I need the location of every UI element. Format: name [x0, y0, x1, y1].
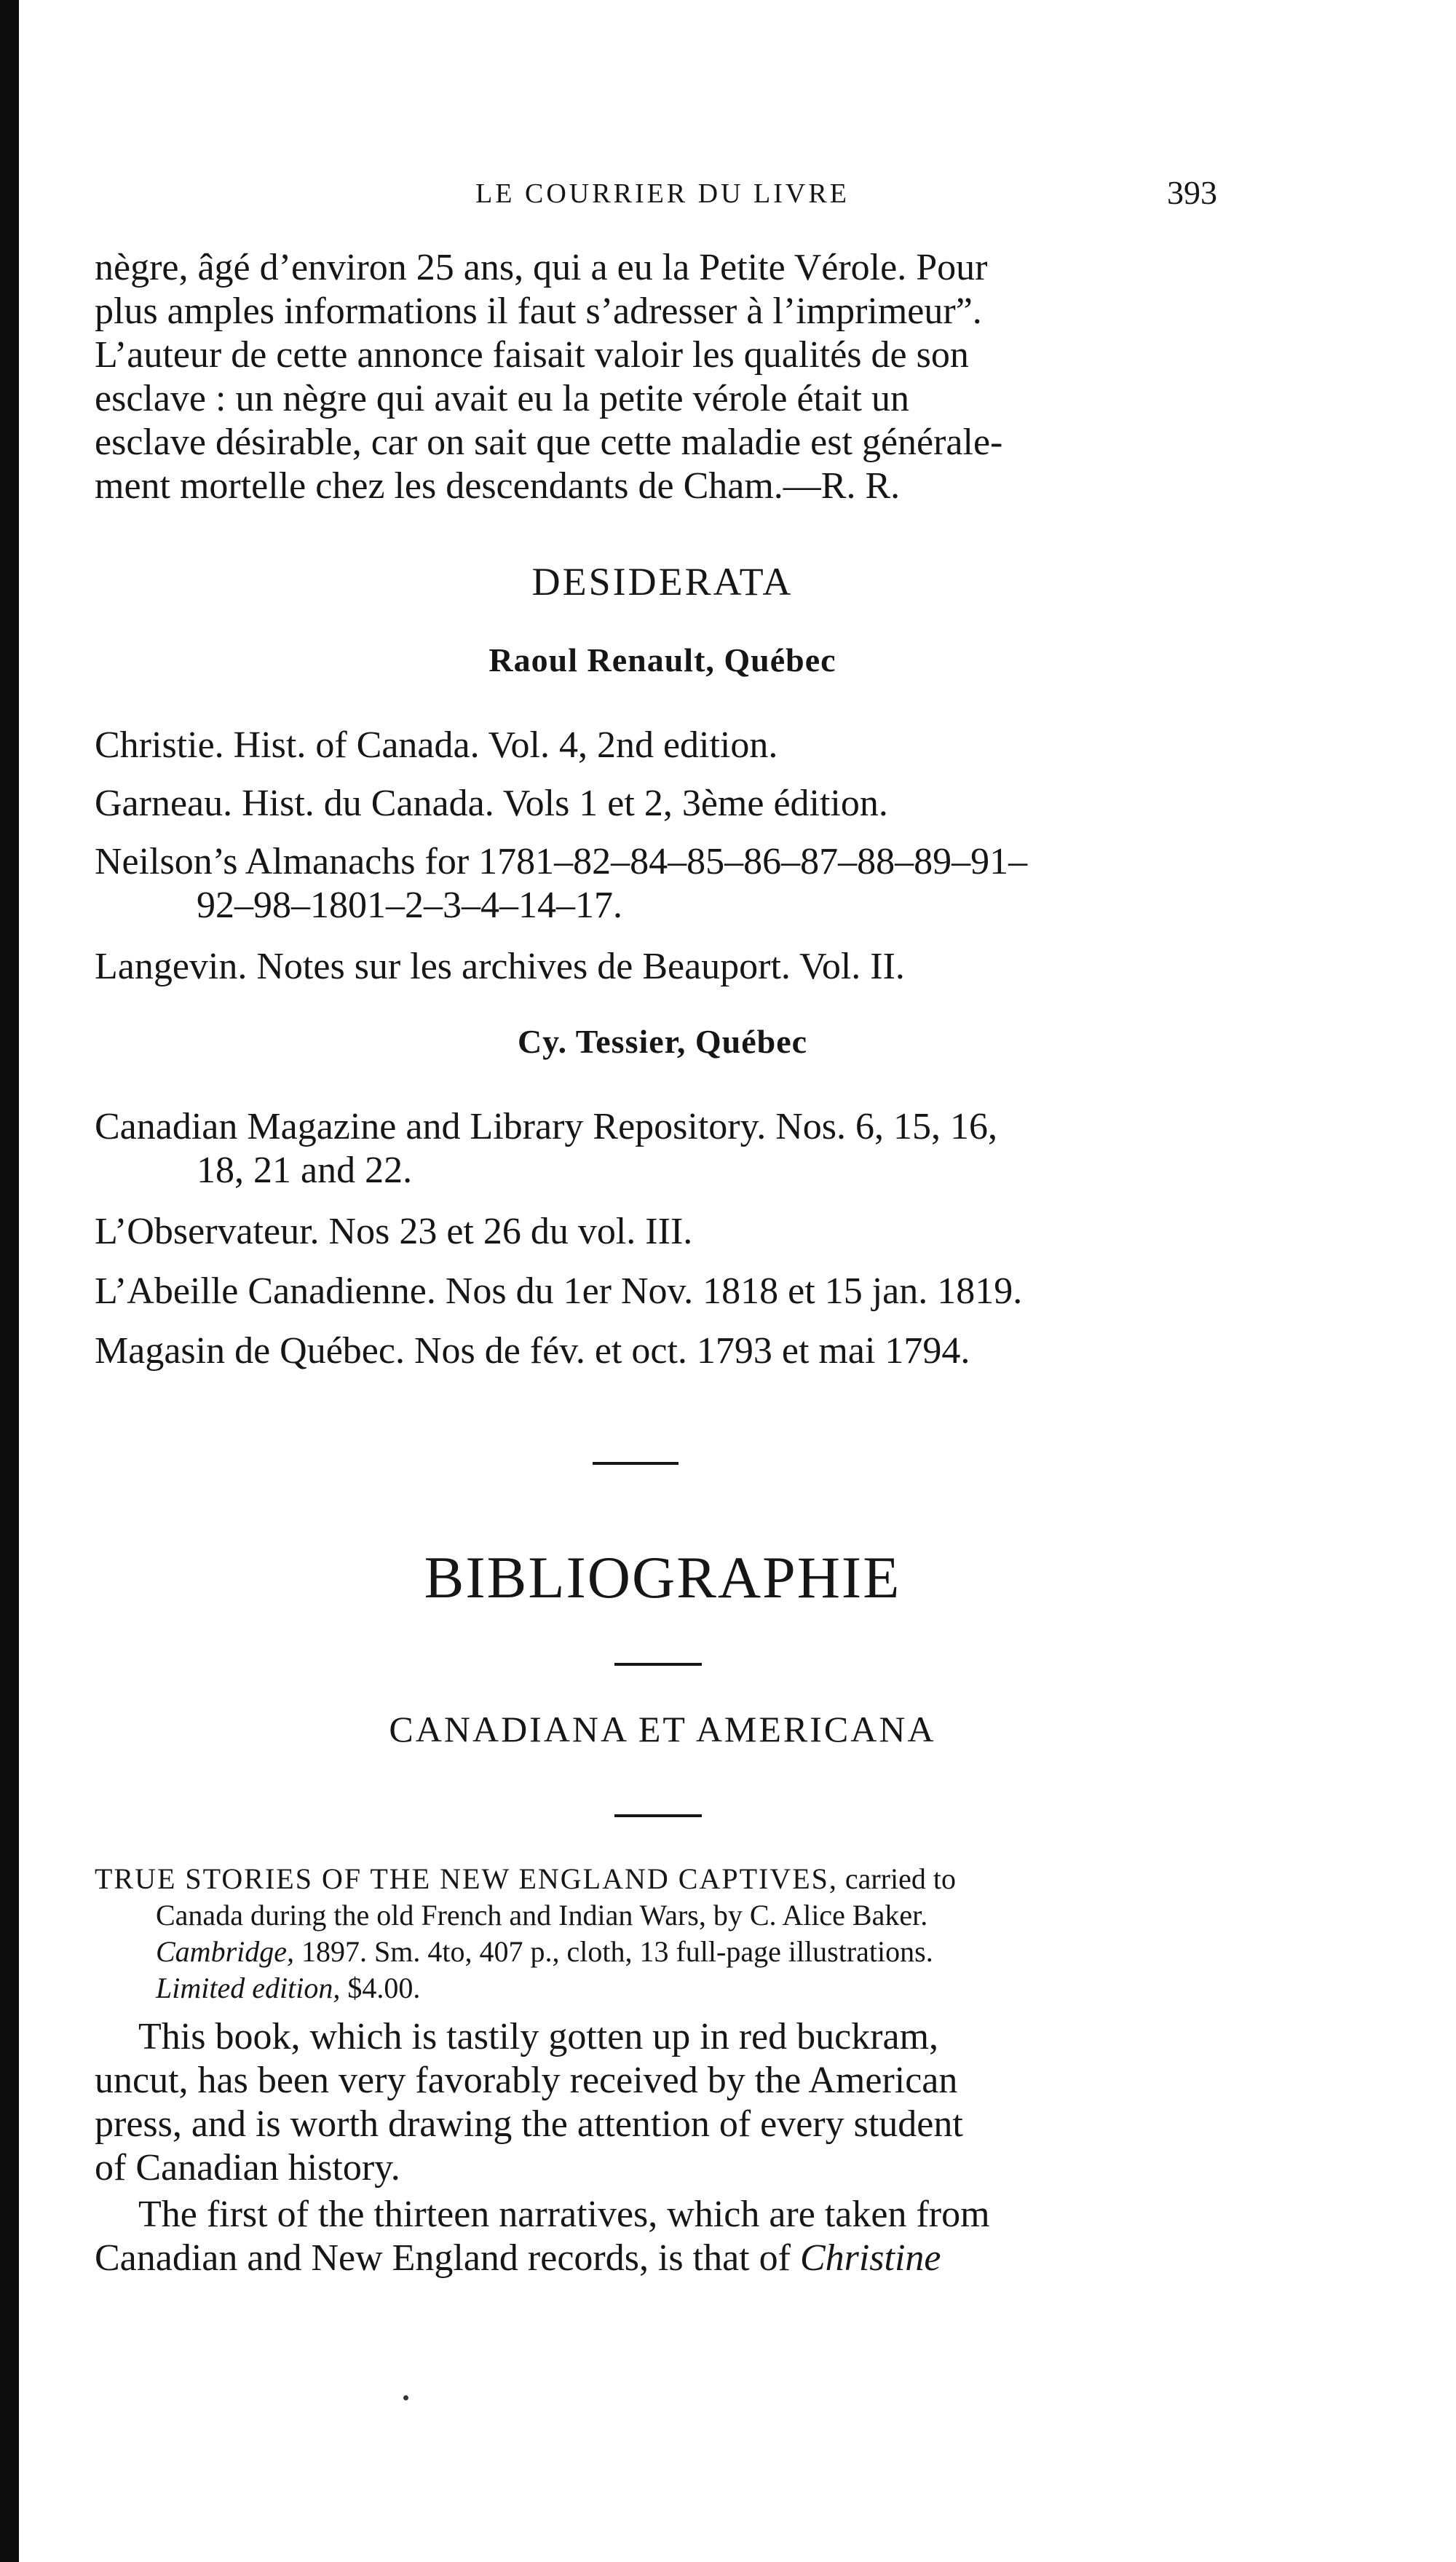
desiderata-entry — [95, 1210, 1230, 1254]
italic-name: Christine — [799, 2237, 941, 2279]
book-title: TRUE STORIES OF THE NEW ENGLAND CAPTIVES, — [95, 1862, 838, 1895]
bibliographie-subtitle: CANADIANA ET AMERICANA — [389, 1709, 936, 1749]
text-line: This book, which is tastily gotten up in red buckram, — [138, 2016, 939, 2057]
text-line: ment mortelle chez les descendants de Cham.—R. R. — [95, 465, 901, 507]
subtitle-rule — [614, 1814, 702, 1817]
desiderata-entry — [95, 1270, 1230, 1313]
title-rule — [614, 1663, 702, 1666]
text-line: plus amples informations il faut s’adresser à l’imprimeur”. — [95, 290, 982, 332]
bibliographie-title: BIBLIOGRAPHIE — [424, 1544, 901, 1610]
book-spine-shadow — [0, 0, 19, 2562]
text-line: of Canadian history. — [95, 2147, 400, 2189]
desiderata-entry — [95, 840, 1230, 928]
entry-line: Canadian Magazine and Library Repository. Nos. 6, 15, 16, — [95, 1106, 998, 1147]
text-line: L’auteur de cette annonce faisait valoir les qualités de son — [95, 334, 969, 376]
entry-line: Garneau. Hist. du Canada. Vols 1 et 2, 3ème édition. — [95, 783, 888, 824]
book-page — [95, 0, 1230, 2562]
page-number: 393 — [1167, 174, 1217, 211]
citation-line — [95, 1970, 1230, 2006]
text-line: nègre, âgé d’environ 25 ans, qui a eu la Petite Vérole. Pour — [95, 247, 988, 288]
text-line: The first of the thirteen narratives, which are taken from — [138, 2194, 990, 2235]
section-divider — [593, 1462, 678, 1465]
entry-line: Christie. Hist. of Canada. Vol. 4, 2nd edition. — [95, 724, 778, 766]
entry-line: Magasin de Québec. Nos de fév. et oct. 1793 et mai 1794. — [95, 1330, 970, 1372]
text-line — [95, 2237, 1230, 2280]
text-line: uncut, has been very favorably received by the American — [95, 2060, 958, 2101]
review-paragraph — [95, 2015, 1230, 2190]
entry-line: L’Abeille Canadienne. Nos du 1er Nov. 1818 et 15 jan. 1819. — [95, 1270, 1023, 1312]
citation-text: 1897. Sm. 4to, 407 p., cloth, 13 full-page illustrations. — [294, 1935, 933, 1968]
desiderata-entry — [95, 945, 1230, 989]
running-title: LE COURRIER DU LIVRE — [475, 178, 850, 209]
entry-line: 92–98–1801–2–3–4–14–17. — [197, 885, 622, 926]
citation-text: carried to — [837, 1862, 957, 1895]
citation-line — [95, 1861, 1230, 1897]
desiderata-entry — [95, 1329, 1230, 1373]
desiderata-entry — [95, 724, 1230, 767]
price: $4.00. — [340, 1972, 421, 2004]
text-line: press, and is worth drawing the attention of every student — [95, 2103, 963, 2145]
bibliographic-entry — [95, 1861, 1230, 2006]
entry-line: 18, 21 and 22. — [197, 1150, 413, 1191]
entry-line: L’Observateur. Nos 23 et 26 du vol. III. — [95, 1211, 693, 1252]
contributor-heading: Raoul Renault, Québec — [488, 641, 836, 679]
scan-speck — [403, 2395, 408, 2400]
desiderata-entry — [95, 1105, 1230, 1193]
running-head — [95, 173, 1230, 224]
text-line: esclave : un nègre qui avait eu la petite vérole était un — [95, 378, 909, 419]
citation-line — [95, 1934, 1230, 1970]
text-run: Canadian and New England records, is that of — [95, 2237, 800, 2279]
contributor-heading: Cy. Tessier, Québec — [517, 1023, 808, 1060]
opening-paragraph — [95, 246, 1230, 508]
text-line: esclave désirable, car on sait que cette maladie est générale- — [95, 422, 1003, 463]
entry-line: Neilson’s Almanachs for 1781–82–84–85–86–87–88–89–91– — [95, 841, 1028, 882]
publication-place: Cambridge, — [156, 1935, 294, 1968]
review-paragraph — [95, 2193, 1230, 2280]
desiderata-entry — [95, 782, 1230, 826]
desiderata-title: DESIDERATA — [531, 560, 794, 604]
citation-line: Canada during the old French and Indian Wars, by C. Alice Baker. — [156, 1899, 928, 1932]
edition-note: Limited edition, — [156, 1972, 341, 2004]
entry-line: Langevin. Notes sur les archives de Beauport. Vol. II. — [95, 946, 905, 987]
